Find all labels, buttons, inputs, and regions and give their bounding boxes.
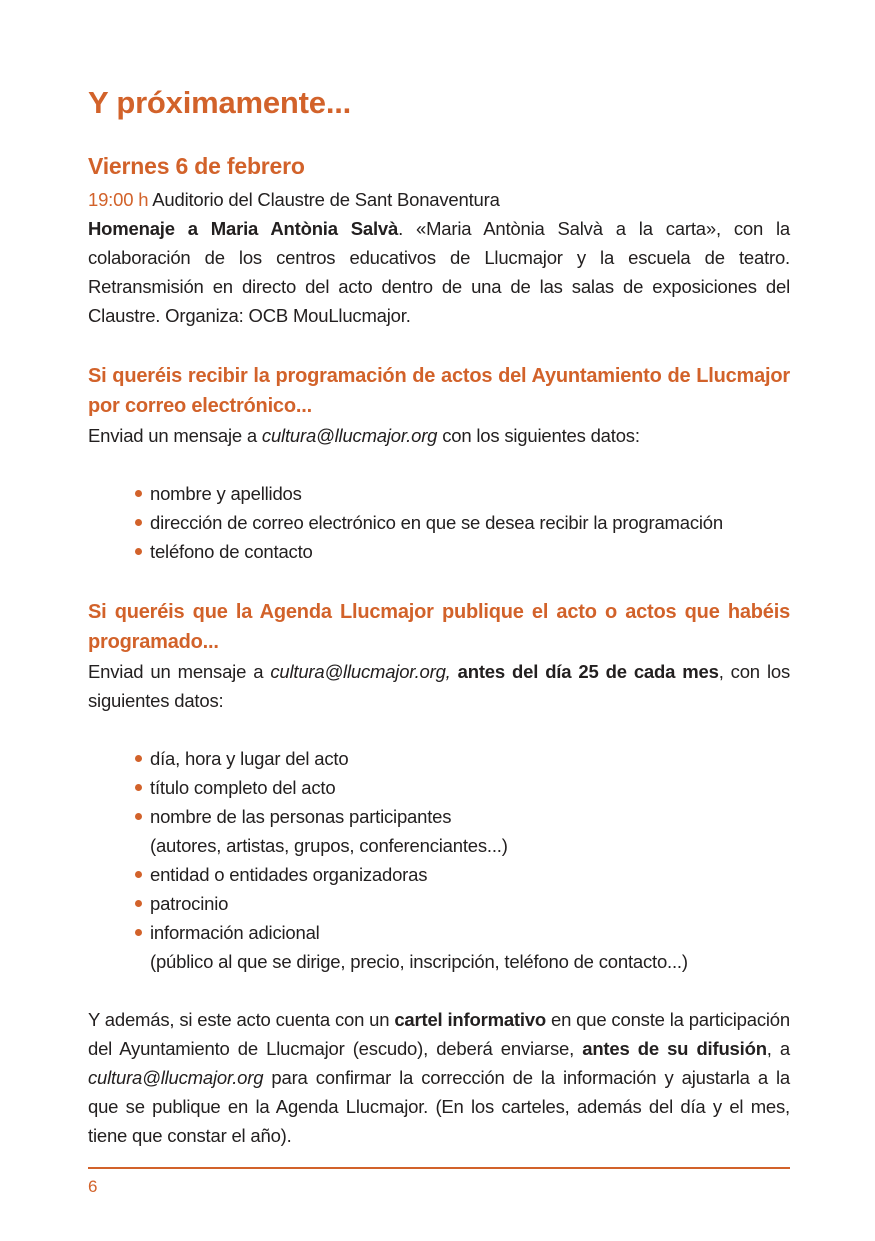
list-item: [135, 508, 790, 537]
subscribe-bullet-list: [88, 479, 790, 566]
subscribe-section: [88, 361, 790, 566]
bullet-text: patrocinio: [150, 893, 229, 914]
publish-email: cultura@llucmajor.org,: [270, 661, 451, 682]
closing-text: , a: [766, 1038, 790, 1059]
event-section: [88, 153, 790, 330]
subscribe-intro: [88, 421, 790, 450]
subscribe-heading: Si queréis recibir la programación de actos del Ayuntamiento de Llucmajor por correo electrónico...: [88, 365, 790, 417]
closing-text: Y además, si este acto cuenta con un: [88, 1009, 395, 1030]
closing-text: en que conste la participación del Ayuntamiento de Llucmajor (escudo), deberá enviarse,: [88, 1009, 790, 1059]
bullet-text: nombre de las personas participantes: [150, 806, 452, 827]
event-name-bold: Homenaje a Maria Antònia Salvà: [88, 218, 399, 239]
closing-bold-cartel: cartel informativo: [394, 1009, 547, 1030]
publish-deadline-bold: antes del día 25 de cada mes: [450, 661, 719, 682]
closing-text: para confirmar la corrección de la información y ajustarla a la que se publique en la Agenda Llucmajor. (En los carteles, además del día y el mes, tiene que constar el año).: [88, 1067, 790, 1146]
footer-divider: [88, 1167, 790, 1169]
closing-email: cultura@llucmajor.org: [88, 1067, 264, 1088]
bullet-text: teléfono de contacto: [150, 541, 313, 562]
publish-intro: [88, 657, 790, 715]
event-time: 19:00 h: [88, 189, 149, 210]
list-item: [135, 744, 790, 773]
list-item: [135, 860, 790, 889]
publish-section: [88, 597, 790, 976]
list-item: [135, 918, 790, 976]
bullet-text: dirección de correo electrónico en que se desea recibir la programación: [150, 512, 723, 533]
publish-intro-pre: Enviad un mensaje a: [88, 661, 271, 682]
page-title: Y próximamente...: [88, 85, 352, 120]
page-number: 6: [88, 1177, 98, 1196]
event-date-heading: Viernes 6 de febrero: [88, 153, 305, 179]
closing-bold-difusion: antes de su difusión: [582, 1038, 767, 1059]
publish-heading: Si queréis que la Agenda Llucmajor publique el acto o actos que habéis programado...: [88, 601, 790, 653]
closing-paragraph: [88, 1005, 790, 1150]
event-description: [88, 214, 790, 330]
bullet-text: información adicional: [150, 922, 320, 943]
list-item: [135, 802, 790, 860]
publish-bullet-list: [88, 744, 790, 976]
publish-intro-post: , con los siguientes datos:: [88, 661, 790, 711]
bullet-text: día, hora y lugar del acto: [150, 748, 349, 769]
list-item: [135, 889, 790, 918]
list-item: [135, 773, 790, 802]
bullet-text: nombre y apellidos: [150, 483, 302, 504]
subscribe-intro-post: con los siguientes datos:: [437, 425, 640, 446]
list-item: [135, 479, 790, 508]
event-description-text: . «Maria Antònia Salvà a la carta», con la colaboración de los centros educativos de Llucmajor y la escuela de teatro. Retransmisión en directo del acto dentro de una de las salas de exposiciones del Claustre. Organiza: OCB MouLlucmajor.: [88, 218, 790, 326]
event-venue: Auditorio del Claustre de Sant Bonaventura: [148, 189, 500, 210]
bullet-text: título completo del acto: [150, 777, 336, 798]
bullet-text: entidad o entidades organizadoras: [150, 864, 428, 885]
subscribe-intro-pre: Enviad un mensaje a: [88, 425, 262, 446]
list-item: [135, 537, 790, 566]
bullet-note: (público al que se dirige, precio, inscripción, teléfono de contacto...): [150, 951, 688, 972]
event-time-venue-line: [88, 185, 790, 214]
subscribe-email: cultura@llucmajor.org: [261, 425, 438, 446]
bullet-note: (autores, artistas, grupos, conferenciantes...): [150, 835, 508, 856]
